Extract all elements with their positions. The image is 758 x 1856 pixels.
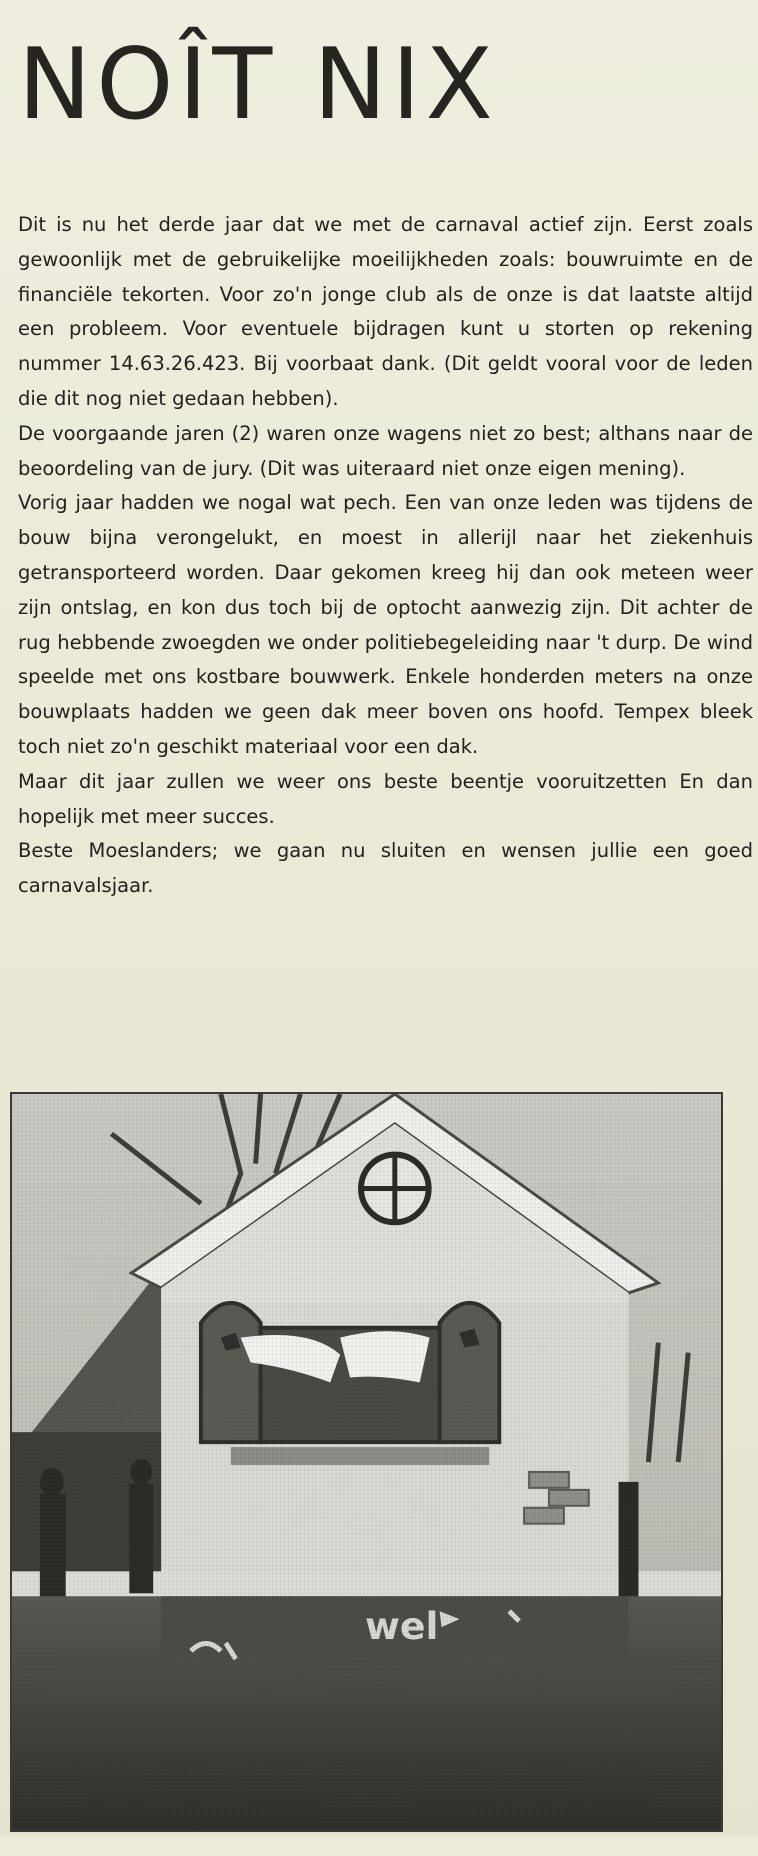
article-paragraph: Vorig jaar hadden we nogal wat pech. Een van onze leden was tijdens de bouw bijna verongelukt, en moest in allerijl naar het ziekenhuis getransporteerd worden. Daar gekomen kreeg hij dan ook meteen weer zijn ontslag, en kon dus toch bij de optocht aanwezig zijn. Dit achter de rug hebbende zwoegden we onder politiebegeleiding naar 't durp. De wind speelde met ons kostbare bouwwerk. Enkele honderden meters na onze bouwplaats hadden we geen dak meer boven ons hoofd. Tempex bleek toch niet zo'n geschikt materiaal voor een dak. [18,491,753,758]
article-paragraph: Maar dit jaar zullen we weer ons beste beentje vooruitzetten En dan hopelijk met meer succes. [18,769,753,828]
article-paragraph: Beste Moeslanders; we gaan nu sluiten en wensen jullie een goed carnavalsjaar. [18,839,753,898]
page-bottom-edge [0,1836,758,1856]
photo-illustration [12,1094,721,1830]
article-body [18,208,753,904]
carnival-float-photo [10,1092,723,1832]
article-title: NOÎT NIX [18,28,498,142]
article-paragraph: De voorgaande jaren (2) waren onze wagens niet zo best; althans naar de beoordeling van de jury. (Dit was uiteraard niet onze eigen mening). [18,421,753,480]
article-paragraph: Dit is nu het derde jaar dat we met de carnaval actief zijn. Eerst zoals gewoonlijk met de gebruikelijke moeilijkheden zoals: bouwruimte en de financiële tekorten. Voor zo'n jonge club als de onze is dat laatste altijd een probleem. Voor eventuele bijdragen kunt u storten op rekening nummer 14.63.26.423. Bij voorbaat dank. (Dit geldt vooral voor de leden die dit nog niet gedaan hebben). [18,213,753,410]
